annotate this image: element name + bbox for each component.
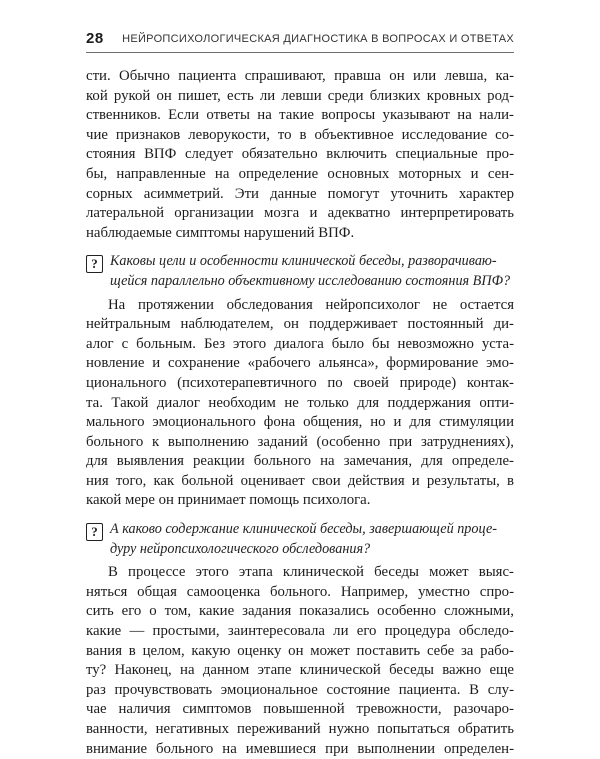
page-number: 28 [86, 30, 104, 47]
text-line: стояния ВПФ следует обязательно включить специальные про- [86, 146, 514, 163]
answer-paragraph [86, 296, 514, 512]
text-line: бы, направленные на определение основных моторных и сен- [86, 165, 514, 182]
text-line: ванности, негативных переживаний нужно попытаться обратить [86, 721, 514, 737]
text-line: мального эмоционального фона общения, но и для стимуляции [86, 414, 514, 431]
question-line: А каково содержание клинической беседы, завершающей проце- [110, 521, 497, 538]
question-mark-icon: ? [86, 523, 103, 541]
text-line: ственников. Если ответы на такие вопросы указывают на нали- [86, 107, 514, 124]
text-line: ния того, как больной оценивает свои действия и результаты, в [86, 472, 514, 489]
text-line: кой рукой он пишет, есть ли левши среди близких кровных род- [86, 87, 514, 104]
text-line: ту? Наконец, на данном этапе клинической беседы важно еще [86, 662, 514, 679]
text-line: чае наличия симптомов повышенной тревожности, разочаро- [86, 701, 514, 718]
text-line: раз прочувствовать эмоциональное состояние пациента. В слу- [86, 681, 514, 698]
page-header [86, 30, 514, 53]
text-line: латеральной организации мозга и адекватно интерпретировать [86, 205, 514, 222]
text-line: В процессе этого этапа клинической беседы может выяс- [108, 564, 514, 581]
text-line: чие признаков леворукости, то в объективное исследование со- [86, 126, 514, 143]
book-page [86, 30, 514, 759]
text-line: та. Такой диалог необходим не только для поддержания опти- [86, 394, 514, 411]
text-line: какой мере он принимает помощь психолога. [86, 492, 371, 509]
question-mark-icon: ? [86, 255, 103, 273]
question-block [86, 520, 514, 559]
text-line: ционального (психотерапевтичного по своей природе) контак- [86, 374, 514, 391]
question-line: дуру нейропсихологического обследования? [110, 540, 371, 557]
question-block [86, 252, 514, 291]
page-content [86, 53, 514, 759]
question-line: щейся параллельно объективному исследованию состояния ВПФ? [110, 272, 511, 289]
text-line: внимание больного на имевшиеся при выполнении определен- [86, 740, 514, 757]
text-line: какие — простыми, заинтересовала ли его процедура обследо- [86, 623, 514, 640]
text-line: новление и сохранение «рабочего альянса», формирование эмо- [86, 355, 514, 372]
text-line: алог с больным. Без этого диалога было бы невозможно уста- [86, 335, 514, 352]
text-line: для выявления реакции больного на замечания, для определе- [86, 453, 514, 470]
question-line: Каковы цели и особенности клинической беседы, разворачиваю- [110, 253, 497, 270]
text-line: вания в целом, какую оценку он может поставить себе за рабо- [86, 642, 514, 659]
running-head: НЕЙРОПСИХОЛОГИЧЕСКАЯ ДИАГНОСТИКА В ВОПРОСАХ И ОТВЕТАХ [122, 33, 514, 45]
text-line: сорных асимметрий. Эти данные помогут уточнить характер [86, 185, 514, 202]
text-line: наблюдаемые симптомы нарушений ВПФ. [86, 224, 355, 241]
text-line: сить его о том, какие задания показались особенно сложными, [86, 603, 514, 620]
text-line: няться общая самооценка больного. Например, уместно спро- [86, 583, 514, 600]
text-line: сти. Обычно пациента спрашивают, правша он или левша, ка- [86, 68, 514, 84]
text-line: На протяжении обследования нейропсихолог не остается [108, 296, 514, 313]
text-line: больного к выполнению заданий (особенно при затруднениях), [86, 433, 514, 450]
paragraph-continuation [86, 67, 514, 243]
answer-paragraph [86, 563, 514, 759]
text-line: нейтральным наблюдателем, он поддерживает постоянный ди- [86, 316, 514, 333]
